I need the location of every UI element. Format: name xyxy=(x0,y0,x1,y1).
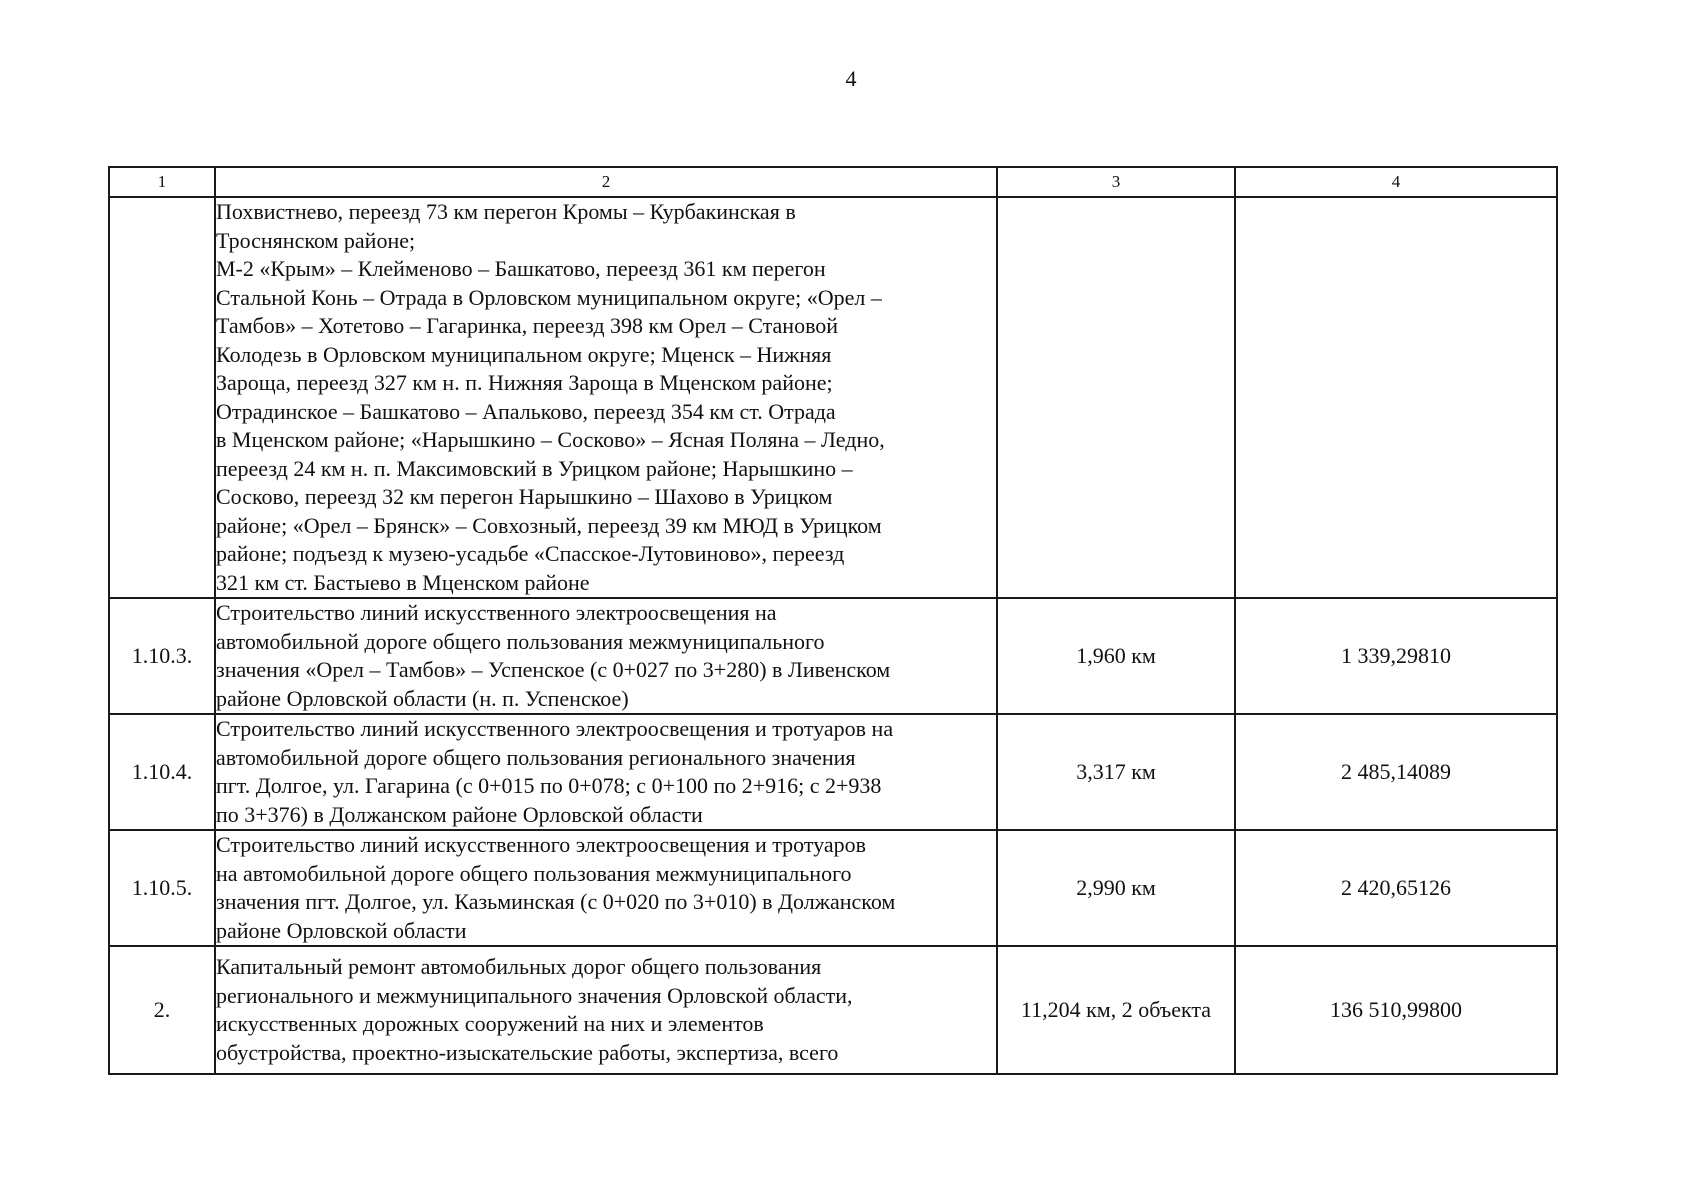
row-quantity: 2,990 км xyxy=(997,830,1235,946)
row-number: 1.10.4. xyxy=(109,714,215,830)
column-header-3: 3 xyxy=(997,167,1235,197)
page-number: 4 xyxy=(845,66,857,91)
row-quantity xyxy=(997,946,1235,1074)
row-number: 2. xyxy=(109,946,215,1074)
table-row xyxy=(109,197,1557,598)
row-cost: 2 485,14089 xyxy=(1235,714,1557,830)
row-cost xyxy=(1235,197,1557,598)
row-description xyxy=(215,830,997,946)
row-cost: 1 339,29810 xyxy=(1235,598,1557,714)
row-cost: 136 510,99800 xyxy=(1235,946,1557,1074)
row-quantity: 1,960 км xyxy=(997,598,1235,714)
budget-table xyxy=(108,166,1558,1075)
table-row xyxy=(109,946,1557,1074)
column-header-1: 1 xyxy=(109,167,215,197)
row-description-text: Капитальный ремонт автомобильных дорог общего пользования регионального и межмуниципального значения Орловской области, искусственных дорожных сооружений на них и элементов обустройства, проектно-изыскательские работы, экспертиза, всего xyxy=(216,954,853,1065)
row-number: 1.10.5. xyxy=(109,830,215,946)
table-row xyxy=(109,598,1557,714)
table-header xyxy=(109,167,1557,197)
row-description xyxy=(215,598,997,714)
column-header-2: 2 xyxy=(215,167,997,197)
header-row xyxy=(109,167,1557,197)
row-description xyxy=(215,946,997,1074)
row-description xyxy=(215,197,997,598)
table-body xyxy=(109,197,1557,1074)
row-description-text: Строительство линий искусственного электроосвещения на автомобильной дороге общего пользования межмуниципального значения «Орел – Тамбов» – Успенское (с 0+027 по 3+280) в Ливенском районе Орловской области (н. п. Успенское) xyxy=(216,600,891,711)
row-description-text: Строительство линий искусственного электроосвещения и тротуаров на автомобильной дороге общего пользования регионального значения пгт. Долгое, ул. Гагарина (с 0+015 по 0+078; с 0+100 по 2+916; с 2+938 по 3+376) в Должанском районе Орловской области xyxy=(216,716,894,827)
column-header-4: 4 xyxy=(1235,167,1557,197)
row-cost: 2 420,65126 xyxy=(1235,830,1557,946)
row-description-text: Похвистнево, переезд 73 км перегон Кромы – Курбакинская в Троснянском районе; М-2 «Крым» – Клейменово – Башкатово, переезд 361 км перегон Стальной Конь – Отрада в Орловском муниципальном округе; «Орел – Тамбов» – Хотетово – Гагаринка, переезд 398 км Орел – Становой Колодезь в Орловском муниципальном округе; Мценск – Нижняя Зароща, переезд 327 км н. п. Нижняя Зароща в Мценском районе; Отрадинское – Башкатово – Апальково, переезд 354 км ст. Отрада в Мценском районе; «Нарышкино – Сосково» – Ясная Поляна – Ледно, переезд 24 км н. п. Максимовский в Урицком районе; Нарышкино – Сосково, переезд 32 км перегон Нарышкино – Шахово в Урицком районе; «Орел – Брянск» – Совхозный, переезд 39 км МЮД в Урицком районе; подъезд к музею-усадьбе «Спасское-Лутовиново», переезд 321 км ст. Бастыево в Мценском районе xyxy=(216,199,885,595)
table-row xyxy=(109,830,1557,946)
row-description-text: Строительство линий искусственного электроосвещения и тротуаров на автомобильной дороге общего пользования межмуниципального значения пгт. Долгое, ул. Казьминская (с 0+020 по 3+010) в Должанском районе Орловской области xyxy=(216,832,896,943)
row-number xyxy=(109,197,215,598)
table-row xyxy=(109,714,1557,830)
row-quantity xyxy=(997,197,1235,598)
row-quantity: 3,317 км xyxy=(997,714,1235,830)
row-number: 1.10.3. xyxy=(109,598,215,714)
row-quantity-text: 11,204 км, 2 объекта xyxy=(1020,996,1212,1022)
row-description xyxy=(215,714,997,830)
